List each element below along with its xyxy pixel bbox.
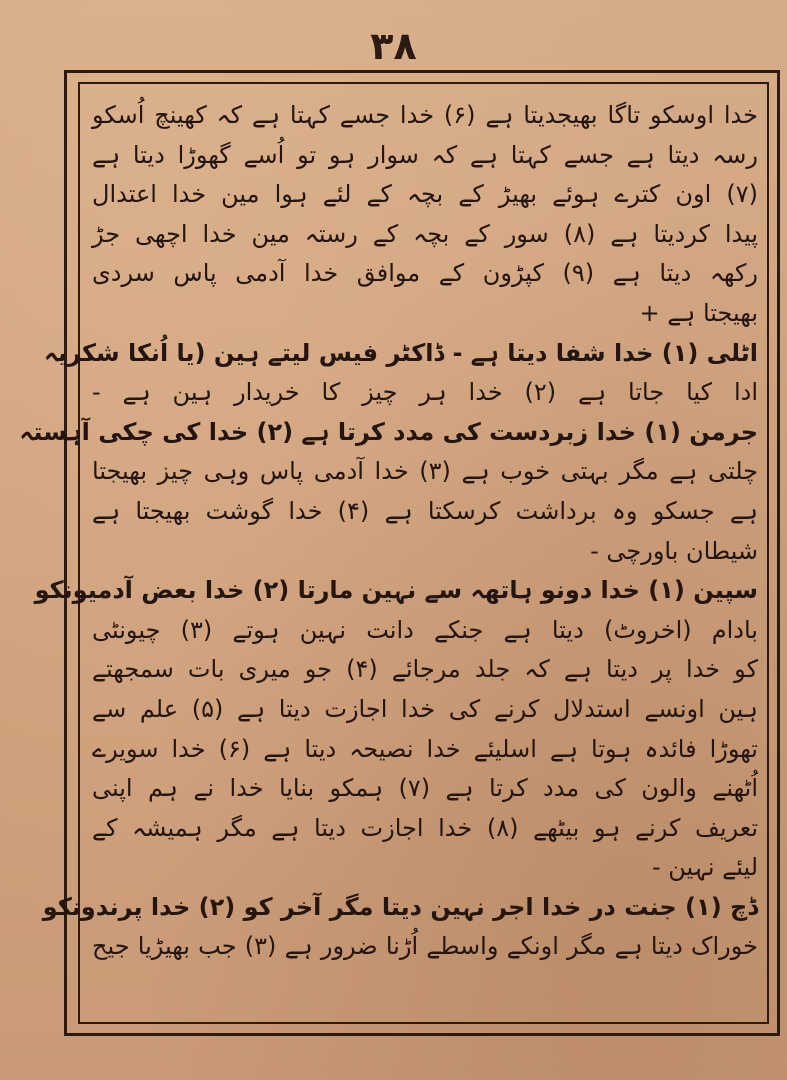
text-line: اُٹھنے والون کی مدد کرتا ہے (۷) ہمکو بنایا خدا نے ہم اپنی [92, 774, 758, 803]
text-line: رکھہ دیتا ہے (۹) کپڑون کے موافق خدا آدمی پاس سردی [92, 259, 759, 288]
text-line: بادام (اخروٹ) دیتا ہے جنکے دانت نہین ہوتے (۳) چیونٹی [92, 615, 758, 644]
section-line-italy: اٹلی (۱) خدا شفا دیتا ہے - ڈاکٹر فیس لیتے ہین (یا اُنکا شکریہ [44, 338, 758, 367]
page-body-text [19, 96, 759, 1016]
text-line: ہے جسکو وہ برداشت کرسکتا ہے (۴) خدا گوشت بھیجتا ہے [92, 496, 758, 525]
text-line: چلتی ہے مگر بہتی خوب ہے (۳) خدا آدمی پاس وہی چیز بھیجتا [92, 457, 758, 486]
text-line: رسہ دیتا ہے جسے کہتا ہے کہ سوار ہو تو اُسے گھوڑا دیتا ہے [92, 140, 758, 169]
section-line-dutch: ڈچ (۱) جنت در خدا اجر نہین دیتا مگر آخر کو (۲) خدا پرندونکو [42, 892, 758, 921]
text-line: ہین اونسے استدلال کرنے کی خدا اجازت دیتا ہے (۵) علم سے [92, 694, 758, 723]
text-line: لیئے نہین - [651, 853, 758, 882]
section-line-spain: سپین (۱) خدا دونو ہاتھہ سے نہین مارتا (۲) خدا بعض آدمیونکو [34, 576, 758, 605]
section-line-german: جرمن (۱) خدا زبردست کی مدد کرتا ہے (۲) خدا کی چکی آہستہ [19, 417, 758, 446]
text-line: پیدا کردیتا ہے (۸) سور کے بچہ کے رستہ مین خدا اچھی جڑ [92, 219, 759, 248]
text-line: خدا اوسکو تاگا بھیجدیتا ہے (۶) خدا جسے کہتا ہے کہ کھینچ اُسکو [92, 101, 758, 129]
text-line: شیطان باورچی - [590, 536, 758, 565]
text-line: بھیجتا ہے + [639, 298, 758, 327]
text-line: (۷) اون کترے ہوئے بھیڑ کے بچہ کے لئے ہوا مین خدا اعتدال [92, 180, 758, 209]
text-line: تھوڑا فائدہ ہوتا ہے اسلیئے خدا نصیحہ دیتا ہے (۶) خدا سویرے [92, 734, 758, 763]
text-line: تعریف کرنے ہو بیٹھے (۸) خدا اجازت دیتا ہے مگر ہمیشہ کے [92, 813, 759, 842]
text-line: خوراک دیتا ہے مگر اونکے واسطے اُڑنا ضرور ہے (۳) جب بھیڑیا جیح [92, 932, 758, 961]
text-line: کو خدا پر دیتا ہے کہ جلد مرجائے (۴) جو میری بات سمجھتے [92, 655, 758, 684]
page-number: ۳۸ [370, 24, 417, 68]
text-line: ادا کیا جاتا ہے (۲) خدا ہر چیز کا خریدار ہین ہے - [92, 378, 758, 407]
